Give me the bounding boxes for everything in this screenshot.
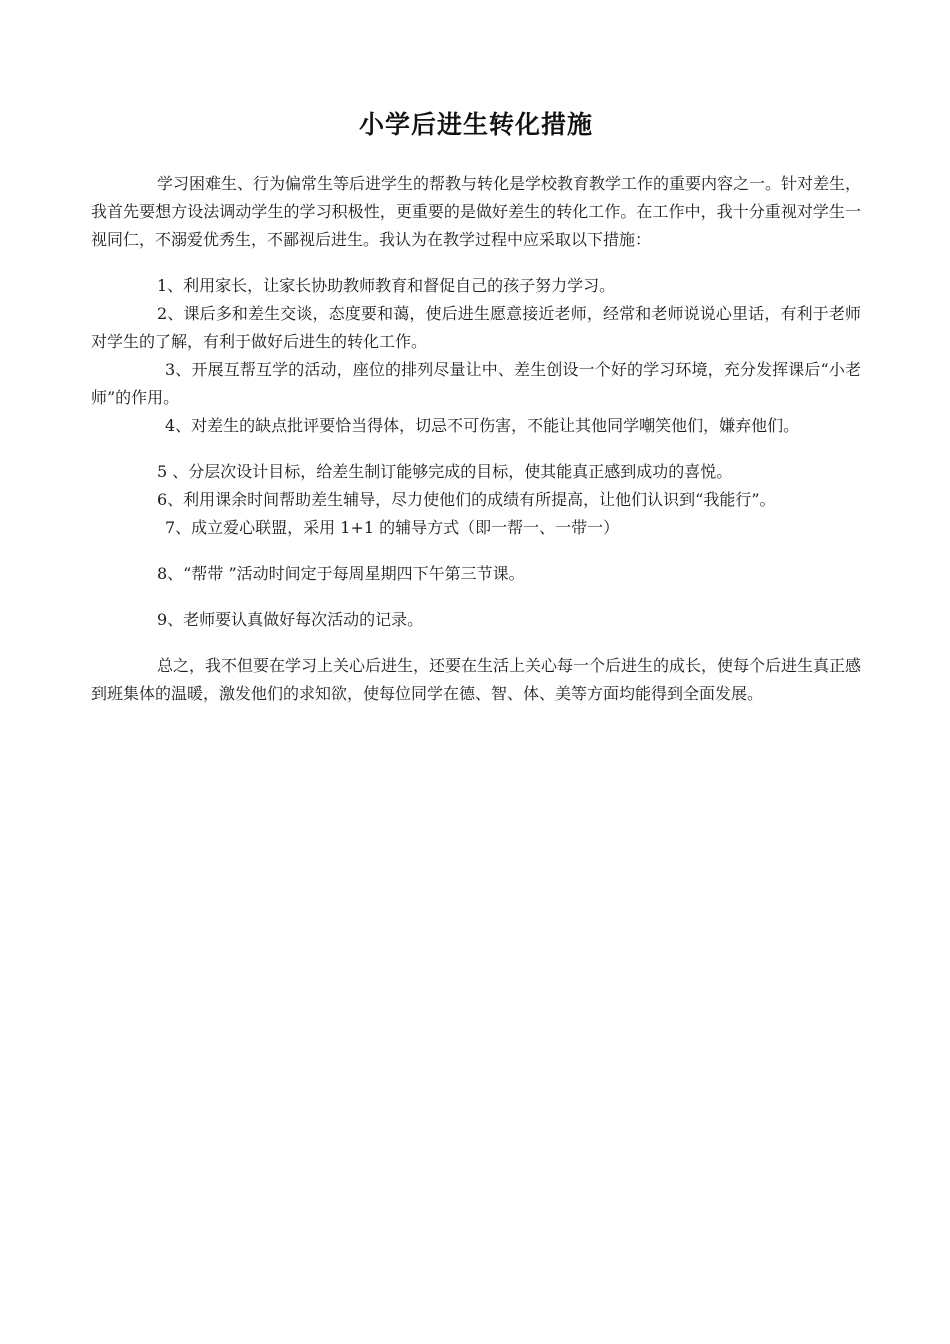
measure-5: 5 、分层次设计目标，给差生制订能够完成的目标，使其能真正感到成功的喜悦。 (157, 462, 733, 481)
measure-9: 9、老师要认真做好每次活动的记录。 (157, 610, 424, 629)
document-body (91, 170, 861, 708)
measure-7: 7、成立爱心联盟，采用 1+1 的辅导方式（即一帮一、一带一） (165, 518, 620, 537)
conclusion-paragraph: 总之，我不但要在学习上关心后进生，还要在生活上关心每一个后进生的成长，使每个后进生真正感到班集体的温暖，激发他们的求知欲，使每位同学在德、智、体、美等方面均能得到全面发展。 (91, 656, 862, 703)
measure-3: 3、开展互帮互学的活动，座位的排列尽量让中、差生创设一个好的学习环境，充分发挥课后“小老师”的作用。 (91, 360, 861, 407)
document-title: 小学后进生转化措施 (358, 110, 593, 139)
document-page (91, 0, 861, 1344)
intro-paragraph: 学习困难生、行为偏常生等后进学生的帮教与转化是学校教育教学工作的重要内容之一。针对差生，我首先要想方设法调动学生的学习积极性，更重要的是做好差生的转化工作。在工作中，我十分重视对学生一视同仁，不溺爱优秀生，不鄙视后进生。我认为在教学过程中应采取以下措施： (91, 174, 862, 249)
measure-8: 8、“帮带 ”活动时间定于每周星期四下午第三节课。 (157, 564, 525, 583)
measure-6: 6、利用课余时间帮助差生辅导，尽力使他们的成绩有所提高，让他们认识到“我能行”。 (157, 490, 776, 509)
measure-1: 1、利用家长，让家长协助教师教育和督促自己的孩子努力学习。 (157, 276, 616, 295)
measure-2: 2、课后多和差生交谈，态度要和蔼，使后进生愿意接近老师，经常和老师说说心里话，有利于老师对学生的了解，有利于做好后进生的转化工作。 (91, 304, 861, 351)
measure-4: 4、对差生的缺点批评要恰当得体，切忌不可伤害，不能让其他同学嘲笑他们，嫌弃他们。 (165, 416, 800, 435)
